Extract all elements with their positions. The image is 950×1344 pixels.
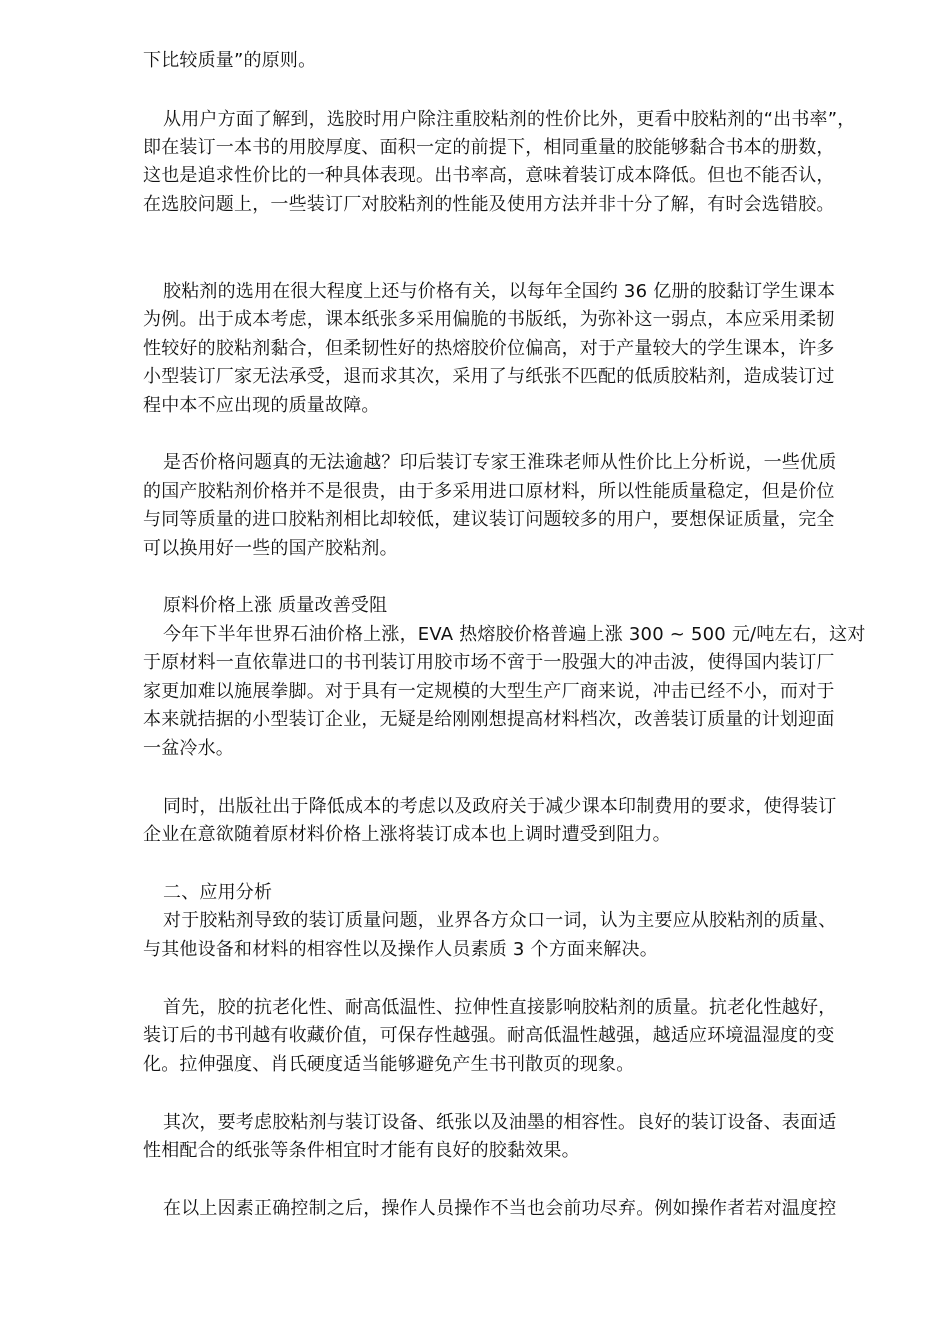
text-line: 小型装订厂家无法承受，退而求其次，采用了与纸张不匹配的低质胶粘剂，造成装订过 [143,366,835,387]
paragraph-line: 胶粘剂的选用在很大程度上还与价格有关，以每年全国约 36 亿册的胶黏订学生课本 [163,281,836,302]
text-line: 这也是追求性价比的一种具体表现。出书率高，意味着装订成本降低。但也不能否认， [143,165,835,186]
text-line: 性相配合的纸张等条件相宜时才能有良好的胶黏效果。 [143,1140,580,1161]
paragraph-line: 其次，要考虑胶粘剂与装订设备、纸张以及油墨的相容性。良好的装订设备、表面适 [163,1112,837,1133]
text-line: 为例。出于成本考虑，课本纸张多采用偏脆的书版纸，为弥补这一弱点，本应采用柔韧 [143,309,835,330]
text-line: 程中本不应出现的质量故障。 [143,395,380,416]
paragraph-line: 从用户方面了解到，选胶时用户除注重胶粘剂的性价比外，更看中胶粘剂的“出书率”， [163,109,856,130]
paragraph-line: 对于胶粘剂导致的装订质量问题，业界各方众口一词，认为主要应从胶粘剂的质量、 [163,910,837,931]
text-line: 与同等质量的进口胶粘剂相比却较低，建议装订问题较多的用户，要想保证质量，完全 [143,509,835,530]
text-line: 可以换用好一些的国产胶粘剂。 [143,538,398,559]
paragraph-line: 是否价格问题真的无法逾越？印后装订专家王淮珠老师从性价比上分析说，一些优质 [163,452,837,473]
text-line: 在选胶问题上，一些装订厂对胶粘剂的性能及使用方法并非十分了解，有时会选错胶。 [143,194,835,215]
paragraph-line: 在以上因素正确控制之后，操作人员操作不当也会前功尽弃。例如操作者若对温度控 [163,1198,837,1219]
paragraph-line: 今年下半年世界石油价格上涨，EVA 热熔胶价格普遍上涨 300 ~ 500 元/吨左右，这对 [163,624,866,645]
text-line: 家更加难以施展拳脚。对于具有一定规模的大型生产厂商来说，冲击已经不小，而对于 [143,681,835,702]
text-line: 性较好的胶粘剂黏合，但柔韧性好的热熔胶价位偏高，对于产量较大的学生课本，许多 [143,338,835,359]
section-heading: 原料价格上涨 质量改善受阻 [163,595,388,616]
paragraph-line: 同时，出版社出于降低成本的考虑以及政府关于减少课本印制费用的要求，使得装订 [163,796,837,817]
text-line: 一盆冷水。 [143,738,234,759]
text-line: 即在装订一本书的用胶厚度、面积一定的前提下，相同重量的胶能够黏合书本的册数， [143,137,835,158]
text-line: 下比较质量”的原则。 [143,50,317,71]
text-line: 的国产胶粘剂价格并不是很贵，由于多采用进口原材料，所以性能质量稳定，但是价位 [143,481,835,502]
text-line: 企业在意欲随着原材料价格上涨将装订成本也上调时遭受到阻力。 [143,824,671,845]
text-line: 于原材料一直依靠进口的书刊装订用胶市场不啻于一股强大的冲击波，使得国内装订厂 [143,652,835,673]
text-line: 本来就拮据的小型装订企业，无疑是给刚刚想提高材料档次，改善装订质量的计划迎面 [143,709,835,730]
text-line: 与其他设备和材料的相容性以及操作人员素质 3 个方面来解决。 [143,939,658,960]
text-line: 装订后的书刊越有收藏价值，可保存性越强。耐高低温性越强，越适应环境温湿度的变 [143,1025,835,1046]
text-line: 化。拉伸强度、肖氏硬度适当能够避免产生书刊散页的现象。 [143,1054,635,1075]
section-heading: 二、应用分析 [163,882,273,903]
paragraph-line: 首先，胶的抗老化性、耐高低温性、拉伸性直接影响胶粘剂的质量。抗老化性越好， [163,997,837,1018]
